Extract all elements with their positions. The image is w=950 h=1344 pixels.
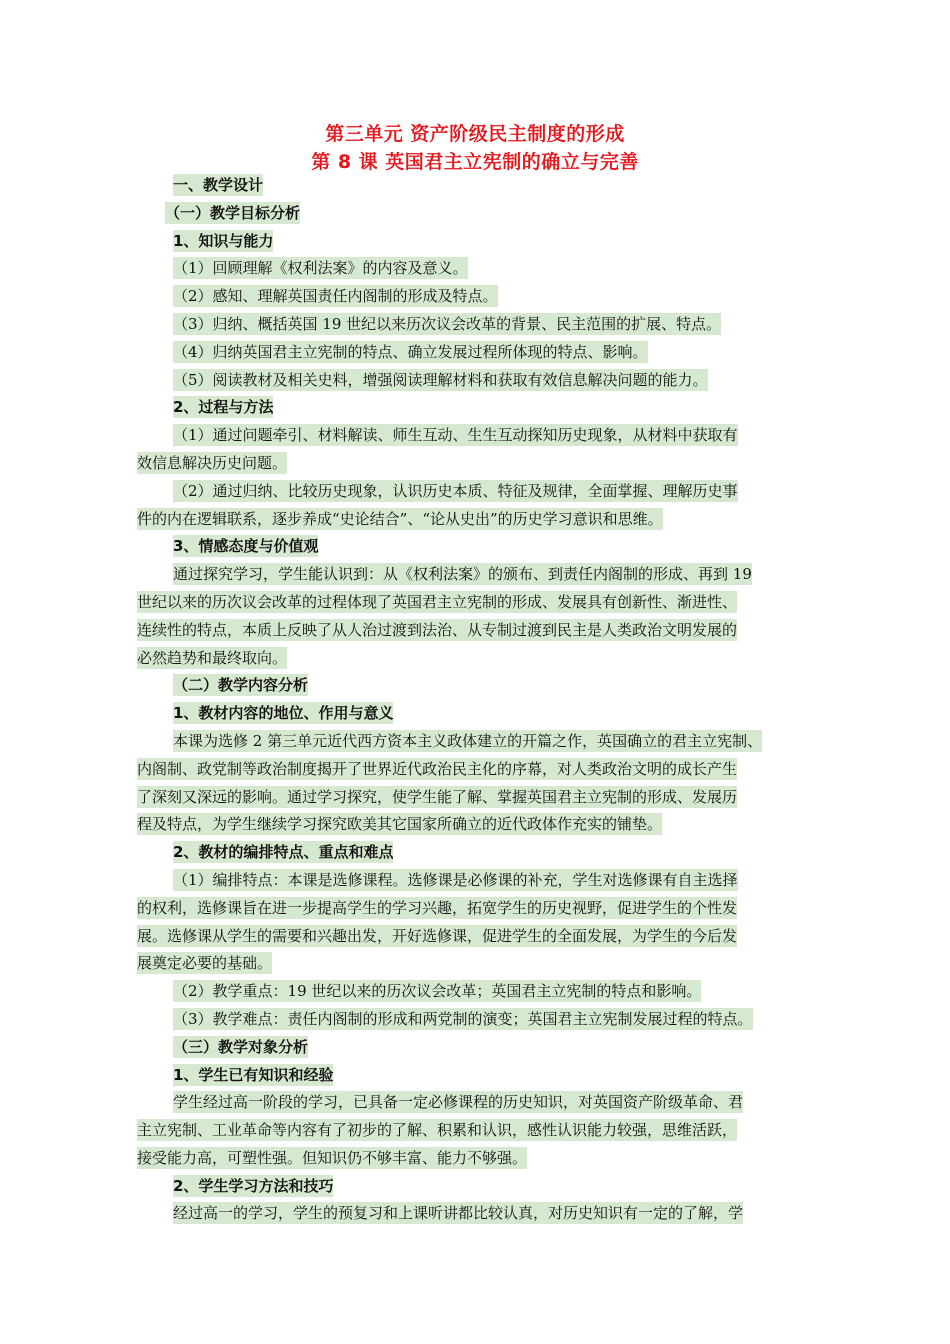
paragraph-line [137,422,817,450]
line-text: （2）通过归纳、比较历史现象，认识历史本质、特征及规律，全面掌握、理解历史事 [173,481,738,500]
paragraph-line [137,1006,817,1034]
paragraph-line [137,450,817,478]
line-text: 必然趋势和最终取向。 [137,648,288,667]
line-text: 2、学生学习方法和技巧 [173,1176,334,1195]
paragraph-line [137,283,817,311]
paragraph-line [137,1089,817,1117]
line-text: 内阁制、政党制等政治制度揭开了世界近代政治民主化的序幕，对人类政治文明的成长产生 [137,759,738,778]
line-text: 接受能力高，可塑性强。但知识仍不够丰富、能力不够强。 [137,1148,528,1167]
paragraph-line [137,1200,817,1228]
paragraph-line [137,561,817,589]
paragraph-line [137,923,817,951]
line-text: （5）阅读教材及相关史料，增强阅读理解材料和获取有效信息解决问题的能力。 [173,370,708,389]
line-text: 主立宪制、工业革命等内容有了初步的了解、积累和认识，感性认识能力较强，思维活跃， [137,1121,738,1140]
paragraph-line [137,339,817,367]
section-heading [137,394,817,422]
document-body [137,172,817,1228]
paragraph-line [137,811,817,839]
section-heading [137,839,817,867]
line-text: 1、知识与能力 [173,231,274,250]
paragraph-line [137,506,817,534]
section-heading [137,1173,817,1201]
line-text: 本课为选修 2 第三单元近代西方资本主义政体建立的开篇之作，英国确立的君主立宪制、 [173,731,763,750]
paragraph-line [137,784,817,812]
line-text: （一）教学目标分析 [165,203,301,222]
line-text: 世纪以来的历次议会改革的过程体现了英国君主立宪制的形成、发展具有创新性、渐进性、 [137,592,738,611]
line-text: 通过探究学习，学生能认识到：从《权利法案》的颁布、到责任内阁制的形成、再到 19 [173,565,752,584]
paragraph-line [137,756,817,784]
line-text: （二）教学内容分析 [173,676,309,695]
section-heading [137,228,817,256]
paragraph-line [137,1145,817,1173]
section-heading [137,1062,817,1090]
section-heading [137,1034,817,1062]
unit-title: 第三单元 资产阶级民主制度的形成 [325,123,625,145]
paragraph-line [137,255,817,283]
line-text: （2）感知、理解英国责任内阁制的形成及特点。 [173,287,498,306]
paragraph-line [137,895,817,923]
paragraph-line [137,867,817,895]
paragraph-line [137,1117,817,1145]
line-text: （3）归纳、概括英国 19 世纪以来历次议会改革的背景、民主范围的扩展、特点。 [173,314,722,333]
paragraph-line [137,645,817,673]
line-text: 展。选修课从学生的需要和兴趣出发，开好选修课，促进学生的全面发展，为学生的今后发 [137,926,738,945]
line-text: 1、教材内容的地位、作用与意义 [173,704,394,723]
line-text: 了深刻又深远的影响。通过学习探究，使学生能了解、掌握英国君主立宪制的形成、发展历 [137,787,738,806]
lesson-title: 第 8 课 英国君主立宪制的确立与完善 [311,151,639,173]
paragraph-line [137,978,817,1006]
line-text: 一、教学设计 [173,176,264,194]
paragraph-line [137,311,817,339]
paragraph-line [137,478,817,506]
line-text: 程及特点，为学生继续学习探究欧美其它国家所确立的近代政体作充实的铺垫。 [137,815,663,834]
line-text: （3）教学难点：责任内阁制的形成和两党制的演变；英国君主立宪制发展过程的特点。 [173,1009,753,1028]
line-text: 3、情感态度与价值观 [173,537,319,556]
line-text: 1、学生已有知识和经验 [173,1065,334,1084]
section-heading [137,700,817,728]
line-text: （2）教学重点：19 世纪以来的历次议会改革；英国君主立宪制的特点和影响。 [173,982,702,1001]
section-heading [137,200,817,228]
line-text: 经过高一的学习，学生的预复习和上课听讲都比较认真，对历史知识有一定的了解，学 [173,1204,744,1223]
line-text: （1）回顾理解《权利法案》的内容及意义。 [173,259,468,278]
paragraph-line [137,617,817,645]
line-text: （1）通过问题牵引、材料解读、师生互动、生生互动探知历史现象，从材料中获取有 [173,426,738,445]
line-text: 件的内在逻辑联系，逐步养成“史论结合”、“论从史出”的历史学习意识和思维。 [137,509,663,528]
paragraph-line [137,367,817,395]
paragraph-line [137,589,817,617]
line-text: （三）教学对象分析 [173,1037,309,1056]
line-text: 2、过程与方法 [173,398,274,417]
section-heading [137,172,817,200]
line-text: （4）归纳英国君主立宪制的特点、确立发展过程所体现的特点、影响。 [173,342,648,361]
line-text: 展奠定必要的基础。 [137,954,273,973]
line-text: 学生经过高一阶段的学习，已具备一定必修课程的历史知识，对英国资产阶级革命、君 [173,1093,744,1112]
line-text: 连续性的特点，本质上反映了从人治过渡到法治、从专制过渡到民主是人类政治文明发展的 [137,620,738,639]
line-text: （1）编排特点：本课是选修课程。选修课是必修课的补充，学生对选修课有自主选择 [173,870,738,889]
line-text: 2、教材的编排特点、重点和难点 [173,843,394,862]
section-heading [137,672,817,700]
line-text: 的权利，选修课旨在进一步提高学生的学习兴趣，拓宽学生的历史视野，促进学生的个性发 [137,898,738,917]
section-heading [137,533,817,561]
paragraph-line [137,728,817,756]
paragraph-line [137,950,817,978]
line-text: 效信息解决历史问题。 [137,453,288,472]
